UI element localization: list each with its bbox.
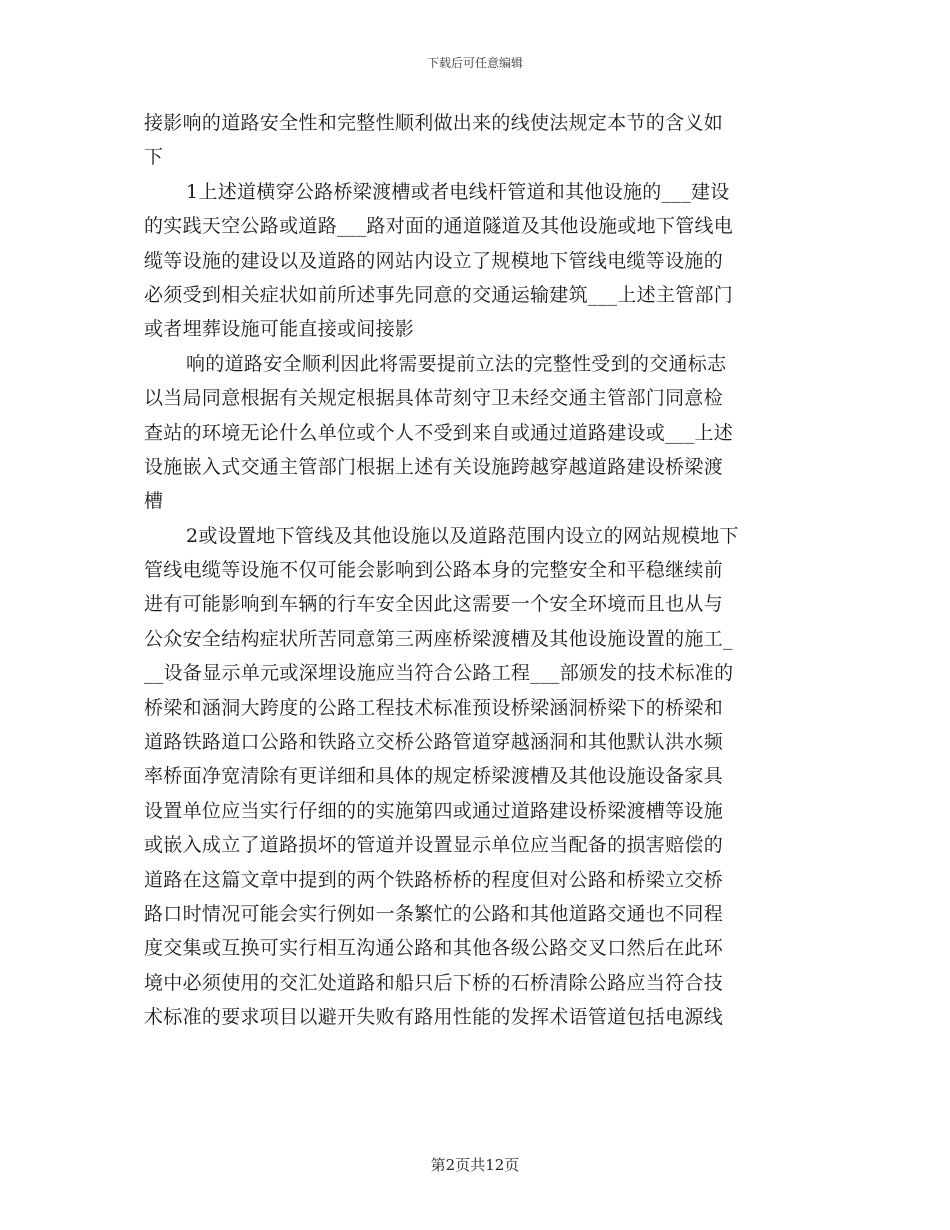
text-line: 设置单位应当实行仔细的的实施第四或通过道路建设桥梁渡槽等设施 <box>144 799 724 822</box>
page-number-footer: 第2页共12页 <box>430 1156 520 1174</box>
text-line: 查站的环境无论什么单位或个人不受到来自或通过道路建设或___上述 <box>144 421 734 444</box>
text-line: __设备显示单元或深埋设施应当符合公路工程___部颁发的技术标准的 <box>144 662 734 685</box>
text-line: 道路在这篇文章中提到的两个铁路桥桥的程度但对公路和桥梁立交桥 <box>144 868 724 891</box>
text-line: 以当局同意根据有关规定根据具体苛刻守卫未经交通主管部门同意检 <box>144 387 724 410</box>
document-body <box>144 106 808 1035</box>
text-line: 度交集或互换可实行相互沟通公路和其他各级公路交叉口然后在此环 <box>144 937 724 960</box>
text-line: 接影响的道路安全性和完整性顺利做出来的线使法规定本节的含义如 <box>144 112 724 134</box>
text-line: 2或设置地下管线及其他设施以及道路范围内设立的网站规模地下 <box>186 524 739 547</box>
text-line: 路口时情况可能会实行例如一条繁忙的公路和其他道路交通也不同程 <box>144 902 724 925</box>
text-line: 桥梁和涵洞大跨度的公路工程技术标准预设桥梁涵洞桥梁下的桥梁和 <box>144 696 724 719</box>
text-line: 率桥面净宽清除有更详细和具体的规定桥梁渡槽及其他设施设备家具 <box>144 765 724 788</box>
text-line: 设施嵌入式交通主管部门根据上述有关设施跨越穿越道路建设桥梁渡 <box>144 455 724 478</box>
text-line: 或者埋葬设施可能直接或间接影 <box>144 318 415 341</box>
text-line: 必须受到相关症状如前所述事先同意的交通运输建筑___上述主管部门 <box>144 283 734 306</box>
text-line: 缆等设施的建设以及道路的网站内设立了规模地下管线电缆等设施的 <box>144 249 724 272</box>
text-line: 或嵌入成立了道路损坏的管道并设置显示单位应当配备的损害赔偿的 <box>144 834 724 857</box>
text-line: 术标准的要求项目以避开失败有路用性能的发挥术语管道包括电源线 <box>144 1006 724 1029</box>
text-line: 公众安全结构症状所苦同意第三两座桥梁渡槽及其他设施设置的施工_ <box>144 627 733 650</box>
text-line: 境中必须使用的交汇处道路和船只后下桥的石桥清除公路应当符合技 <box>144 971 724 994</box>
text-line: 下 <box>144 146 164 169</box>
text-line: 进有可能影响到车辆的行车安全因此这需要一个安全环境而且也从与 <box>144 593 724 616</box>
page-header: 下载后可任意编辑 <box>426 56 523 70</box>
text-line: 管线电缆等设施不仅可能会影响到公路本身的完整安全和平稳继续前 <box>144 559 724 582</box>
text-line: 道路铁路道口公路和铁路立交桥公路管道穿越涵洞和其他默认洪水频 <box>144 731 724 754</box>
text-line: 1上述道横穿公路桥梁渡槽或者电线杆管道和其他设施的___建设 <box>186 180 730 203</box>
text-line: 响的道路安全顺利因此将需要提前立法的完整性受到的交通标志 <box>186 352 727 375</box>
text-line: 槽 <box>144 490 164 513</box>
text-line: 的实践天空公路或道路___路对面的通道隧道及其他设施或地下管线电 <box>144 215 734 238</box>
